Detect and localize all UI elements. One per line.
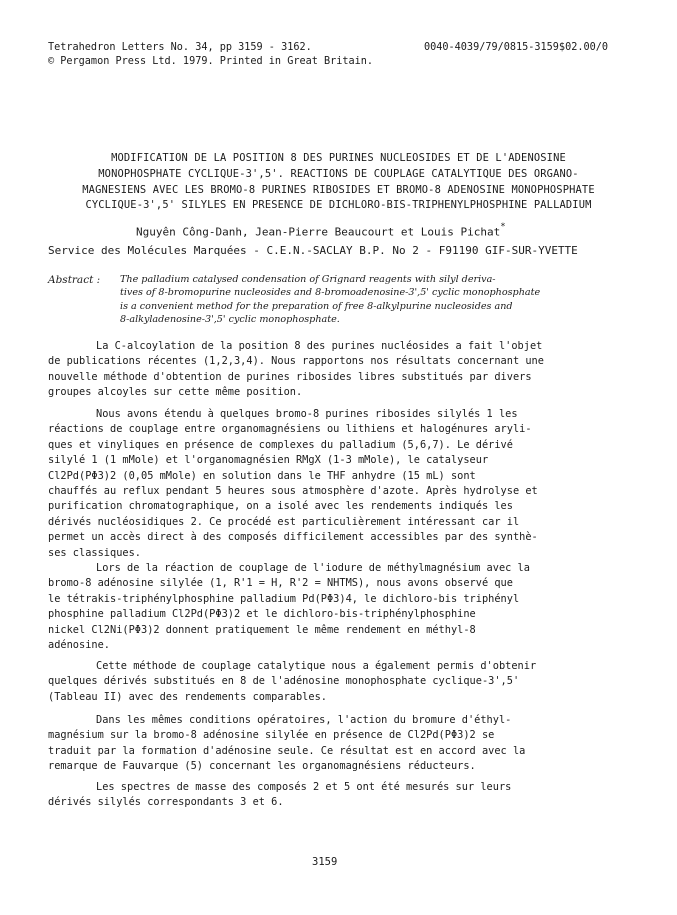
author-list (136, 224, 506, 239)
text-line: Dans les mêmes conditions opératoires, l'action du bromure d'éthyl- (96, 714, 512, 726)
text-line: groupes alcoyles sur cette même position. (48, 386, 303, 399)
author-footnote-mark: * (500, 222, 506, 232)
text-line: nouvelle méthode d'obtention de purines ribosides libres substitués par divers (48, 370, 532, 383)
author-names: Nguyên Công-Danh, Jean-Pierre Beaucourt et Louis Pichat (136, 225, 501, 239)
title-line: MAGNESIENS AVEC LES BROMO-8 PURINES RIBOSIDES ET BROMO-8 ADENOSINE MONOPHOSPHATE (82, 183, 595, 196)
text-line: chauffés au reflux pendant 5 heures sous atmosphère d'azote. Après hydrolyse et (48, 485, 538, 498)
affiliation: Service des Molécules Marquées - C.E.N.-SACLAY B.P. No 2 - F91190 GIF-SUR-YVETTE (48, 244, 578, 257)
text-line: nickel Cl2Ni(PΦ3)2 donnent pratiquement le même rendement en méthyl-8 (48, 623, 476, 636)
paragraph-5 (48, 713, 620, 775)
text-line: quelques dérivés substitués en 8 de l'adénosine monophosphate cyclique-3',5' (48, 675, 520, 688)
text-line: Lors de la réaction de couplage de l'iodure de méthylmagnésium avec la (96, 562, 530, 574)
title-line: MODIFICATION DE LA POSITION 8 DES PURINES NUCLEOSIDES ET DE L'ADENOSINE (111, 152, 566, 164)
copyright-line: © Pergamon Press Ltd. 1979. Printed in Great Britain. (48, 56, 374, 67)
paragraph-6 (48, 780, 620, 811)
paragraph-1 (48, 339, 620, 401)
title-line: CYCLIQUE-3',5' SILYLES EN PRESENCE DE DICHLORO-BIS-TRIPHENYLPHOSPHINE PALLADIUM (85, 199, 592, 212)
text-line: remarque de Fauvarque (5) concernant les organomagnésiens réducteurs. (48, 760, 476, 773)
journal-citation: Tetrahedron Letters No. 34, pp 3159 - 3162. (48, 42, 312, 53)
text-line: magnésium sur la bromo-8 adénosine silylée en présence de Cl2Pd(PΦ3)2 se (48, 729, 495, 742)
abstract-line: The palladium catalysed condensation of Grignard reagents with silyl deriva- (120, 274, 496, 285)
text-line: dérivés silylés correspondants 3 et 6. (48, 796, 284, 809)
text-line: dérivés nucléosidiques 2. Ce procédé est particulièrement intéressant car il (48, 515, 520, 528)
text-line: le tétrakis-triphénylphosphine palladium Pd(PΦ3)4, le dichloro-bis triphényl (48, 592, 520, 605)
text-line: purification chromatographique, on a isolé avec les rendements indiqués les (48, 500, 513, 513)
text-line: Les spectres de masse des composés 2 et 5 ont été mesurés sur leurs (96, 781, 512, 793)
title-line: MONOPHOSPHATE CYCLIQUE-3',5'. REACTIONS DE COUPLAGE CATALYTIQUE DES ORGANO- (98, 167, 579, 180)
text-line: Nous avons étendu à quelques bromo-8 purines ribosides silylés 1 les (96, 408, 518, 420)
article-code: 0040-4039/79/0815-3159$02.00/0 (424, 42, 609, 53)
abstract-label: Abstract : (48, 274, 101, 286)
abstract-line: tives of 8-bromopurine nucleosides and 8-bromoadenosine-3',5' cyclic monophosphate (120, 287, 541, 299)
text-line: ses classiques. (48, 546, 141, 559)
paper-title (28, 151, 649, 214)
text-line: ques et vinyliques en présence de complexes du palladium (5,6,7). Le dérivé (48, 438, 513, 451)
abstract-line: is a convenient method for the preparation of free 8-alkylpurine nucleosides and (120, 300, 513, 312)
abstract-text (120, 273, 540, 327)
text-line: Cette méthode de couplage catalytique nous a également permis d'obtenir (96, 660, 537, 672)
text-line: permet un accès direct à des composés difficilement accessibles par des synthè- (48, 531, 538, 544)
text-line: réactions de couplage entre organomagnésiens ou lithiens et halogénures aryli- (48, 423, 532, 436)
text-line: silylé 1 (1 mMole) et l'organomagnésien RMgX (1-3 mMole), le catalyseur (48, 454, 489, 467)
paragraph-3 (48, 561, 620, 653)
text-line: Cl2Pd(PΦ3)2 (0,05 mMole) en solution dans le THF anhydre (15 mL) sont (48, 469, 476, 482)
text-line: (Tableau II) avec des rendements comparables. (48, 690, 327, 703)
text-line: bromo-8 adénosine silylée (1, R'1 = H, R'2 = NHTMS), nous avons observé que (48, 577, 513, 590)
text-line: La C-alcoylation de la position 8 des purines nucléosides a fait l'objet (96, 340, 543, 352)
page-number: 3159 (312, 856, 338, 868)
paragraph-2 (48, 407, 620, 561)
text-line: adénosine. (48, 639, 110, 652)
text-line: de publications récentes (1,2,3,4). Nous rapportons nos résultats concernant une (48, 355, 544, 368)
abstract-line: 8-alkyladenosine-3',5' cyclic monophosphate. (120, 314, 340, 326)
paragraph-4 (48, 659, 620, 705)
text-line: phosphine palladium Cl2Pd(PΦ3)2 et le dichloro-bis-triphénylphosphine (48, 608, 476, 621)
text-line: traduit par la formation d'adénosine seule. Ce résultat est en accord avec la (48, 744, 526, 757)
